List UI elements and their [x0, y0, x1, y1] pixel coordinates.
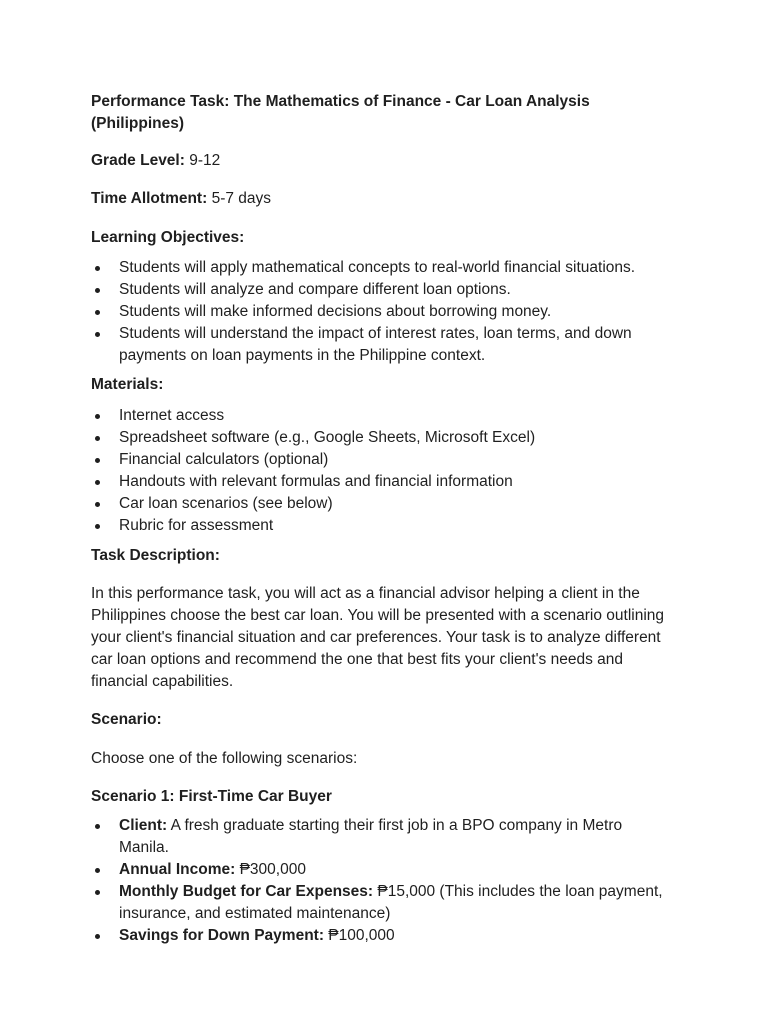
- bullet-icon: [95, 310, 100, 315]
- list-item: Client: A fresh graduate starting their first job in a BPO company in Metro Manila.: [91, 815, 668, 859]
- task-description-heading: Task Description:: [91, 547, 220, 564]
- grade-level-label: Grade Level:: [91, 152, 185, 169]
- bullet-icon: [95, 934, 100, 939]
- materials-list: [91, 405, 668, 537]
- grade-level: [91, 150, 668, 172]
- scenario-heading: Scenario:: [91, 711, 162, 728]
- materials-heading: Materials:: [91, 376, 164, 393]
- grade-level-value: 9-12: [184, 152, 221, 169]
- bullet-icon: [95, 332, 100, 337]
- bullet-icon: [95, 288, 100, 293]
- bullet-icon: [95, 868, 100, 873]
- list-item: Rubric for assessment: [91, 515, 668, 537]
- bullet-icon: [95, 414, 100, 419]
- list-item: Students will understand the impact of interest rates, loan terms, and down payments on loan payments in the Philippine context.: [91, 323, 668, 367]
- list-item: Students will apply mathematical concepts to real-world financial situations.: [91, 257, 668, 279]
- scenario-intro: Choose one of the following scenarios:: [91, 750, 358, 767]
- time-allotment: [91, 188, 668, 210]
- list-item: Spreadsheet software (e.g., Google Sheets, Microsoft Excel): [91, 427, 668, 449]
- bullet-icon: [95, 824, 100, 829]
- bullet-icon: [95, 436, 100, 441]
- list-item: Financial calculators (optional): [91, 449, 668, 471]
- scenario1-heading: Scenario 1: First-Time Car Buyer: [91, 788, 332, 805]
- bullet-icon: [95, 266, 100, 271]
- task-description-text: In this performance task, you will act as a financial advisor helping a client in the Philippines choose the best car loan. You will be presented with a scenario outlining your client's financial situation and car preferences. Your task is to analyze different car loan options and recommend the one that best fits your client's needs and financial capabilities.: [91, 585, 665, 690]
- list-item: Annual Income: ₱300,000: [91, 859, 668, 881]
- list-item: Handouts with relevant formulas and financial information: [91, 471, 668, 493]
- time-allotment-label: Time Allotment:: [91, 190, 208, 207]
- scenario1-list: [91, 815, 668, 947]
- bullet-icon: [95, 480, 100, 485]
- time-allotment-value: 5-7 days: [207, 190, 272, 207]
- bullet-icon: [95, 458, 100, 463]
- bullet-icon: [95, 524, 100, 529]
- list-item: Monthly Budget for Car Expenses: ₱15,000 (This includes the loan payment, insurance, and estimated maintenance): [91, 881, 668, 925]
- learning-objectives-heading: Learning Objectives:: [91, 229, 245, 246]
- learning-objectives-list: [91, 257, 668, 367]
- document-title: Performance Task: The Mathematics of Finance - Car Loan Analysis (Philippines): [91, 93, 590, 132]
- list-item: Students will analyze and compare different loan options.: [91, 279, 668, 301]
- list-item: Internet access: [91, 405, 668, 427]
- list-item: Savings for Down Payment: ₱100,000: [91, 925, 668, 947]
- list-item: Car loan scenarios (see below): [91, 493, 668, 515]
- bullet-icon: [95, 890, 100, 895]
- bullet-icon: [95, 502, 100, 507]
- list-item: Students will make informed decisions about borrowing money.: [91, 301, 668, 323]
